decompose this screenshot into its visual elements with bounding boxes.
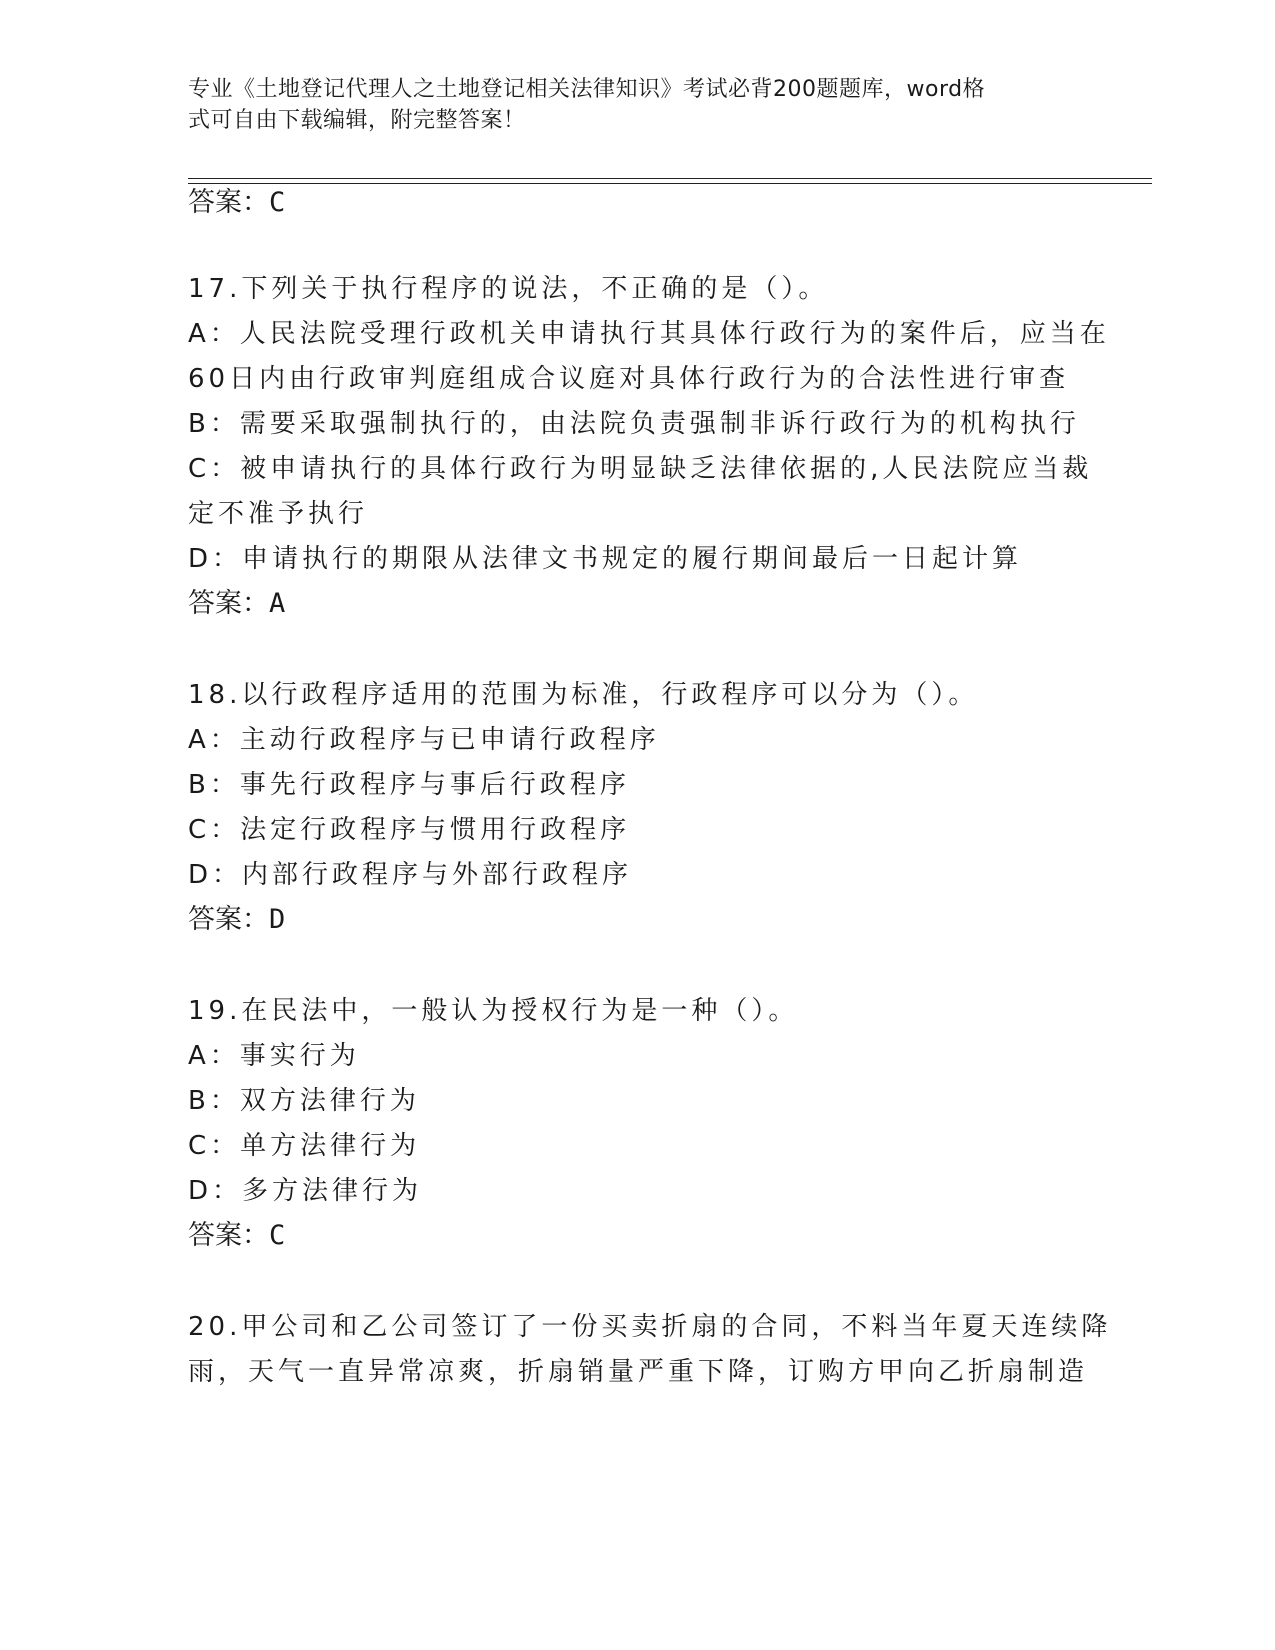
answer-label: 答案： [188,904,269,935]
q19-stem: 19.在民法中，一般认为授权行为是一种（）。 [188,996,799,1026]
q19-option-b: B：双方法律行为 [188,1086,420,1116]
q17-option-a-line-1: A：人民法院受理行政机关申请执行其具体行政行为的案件后，应当在 [188,319,1110,349]
q17-option-d: D：申请执行的期限从法律文书规定的履行期间最后一日起计算 [188,544,1023,574]
q17-answer [188,587,285,621]
q18-answer [188,903,285,937]
q17-stem: 17.下列关于执行程序的说法，不正确的是（）。 [188,274,829,304]
q19-option-c: C：单方法律行为 [188,1131,421,1161]
q20-stem-line-1: 20.甲公司和乙公司签订了一份买卖折扇的合同，不料当年夏天连续降 [188,1312,1112,1342]
answer-label: 答案： [188,1220,269,1251]
q17-option-c-line-1: C：被申请执行的具体行政行为明显缺乏法律依据的,人民法院应当裁 [188,454,1093,484]
answer-value: C [269,187,286,218]
answer-value: C [269,1220,286,1251]
q19-answer [188,1219,285,1253]
q17-option-c-line-2: 定不准予执行 [188,499,369,529]
q17-option-b: B：需要采取强制执行的，由法院负责强制非诉行政行为的机构执行 [188,409,1080,439]
q17-option-a-line-2: 60日内由行政审判庭组成合议庭对具体行政行为的合法性进行审查 [188,364,1070,394]
q18-stem: 18.以行政程序适用的范围为标准，行政程序可以分为（）。 [188,680,979,710]
answer-value: D [269,904,286,935]
answer-16 [188,186,285,220]
q18-option-d: D：内部行政程序与外部行政程序 [188,860,633,890]
q18-option-a: A：主动行政程序与已申请行政程序 [188,725,660,755]
header-divider-bottom [188,183,1152,184]
header-line-2: 式可自由下载编辑，附完整答案！ [188,108,526,133]
q19-option-a: A：事实行为 [188,1041,360,1071]
page-header [188,74,1088,136]
header-line-1: 专业《土地登记代理人之土地登记相关法律知识》考试必背200题题库，word格 [188,77,986,102]
q19-option-d: D：多方法律行为 [188,1176,423,1206]
header-divider-top [188,178,1152,179]
answer-label: 答案： [188,588,269,619]
q18-option-b: B：事先行政程序与事后行政程序 [188,770,630,800]
q18-option-c: C：法定行政程序与惯用行政程序 [188,815,631,845]
answer-label: 答案： [188,187,269,218]
answer-value: A [269,588,286,619]
q20-stem-line-2: 雨，天气一直异常凉爽，折扇销量严重下降，订购方甲向乙折扇制造 [188,1357,1089,1387]
